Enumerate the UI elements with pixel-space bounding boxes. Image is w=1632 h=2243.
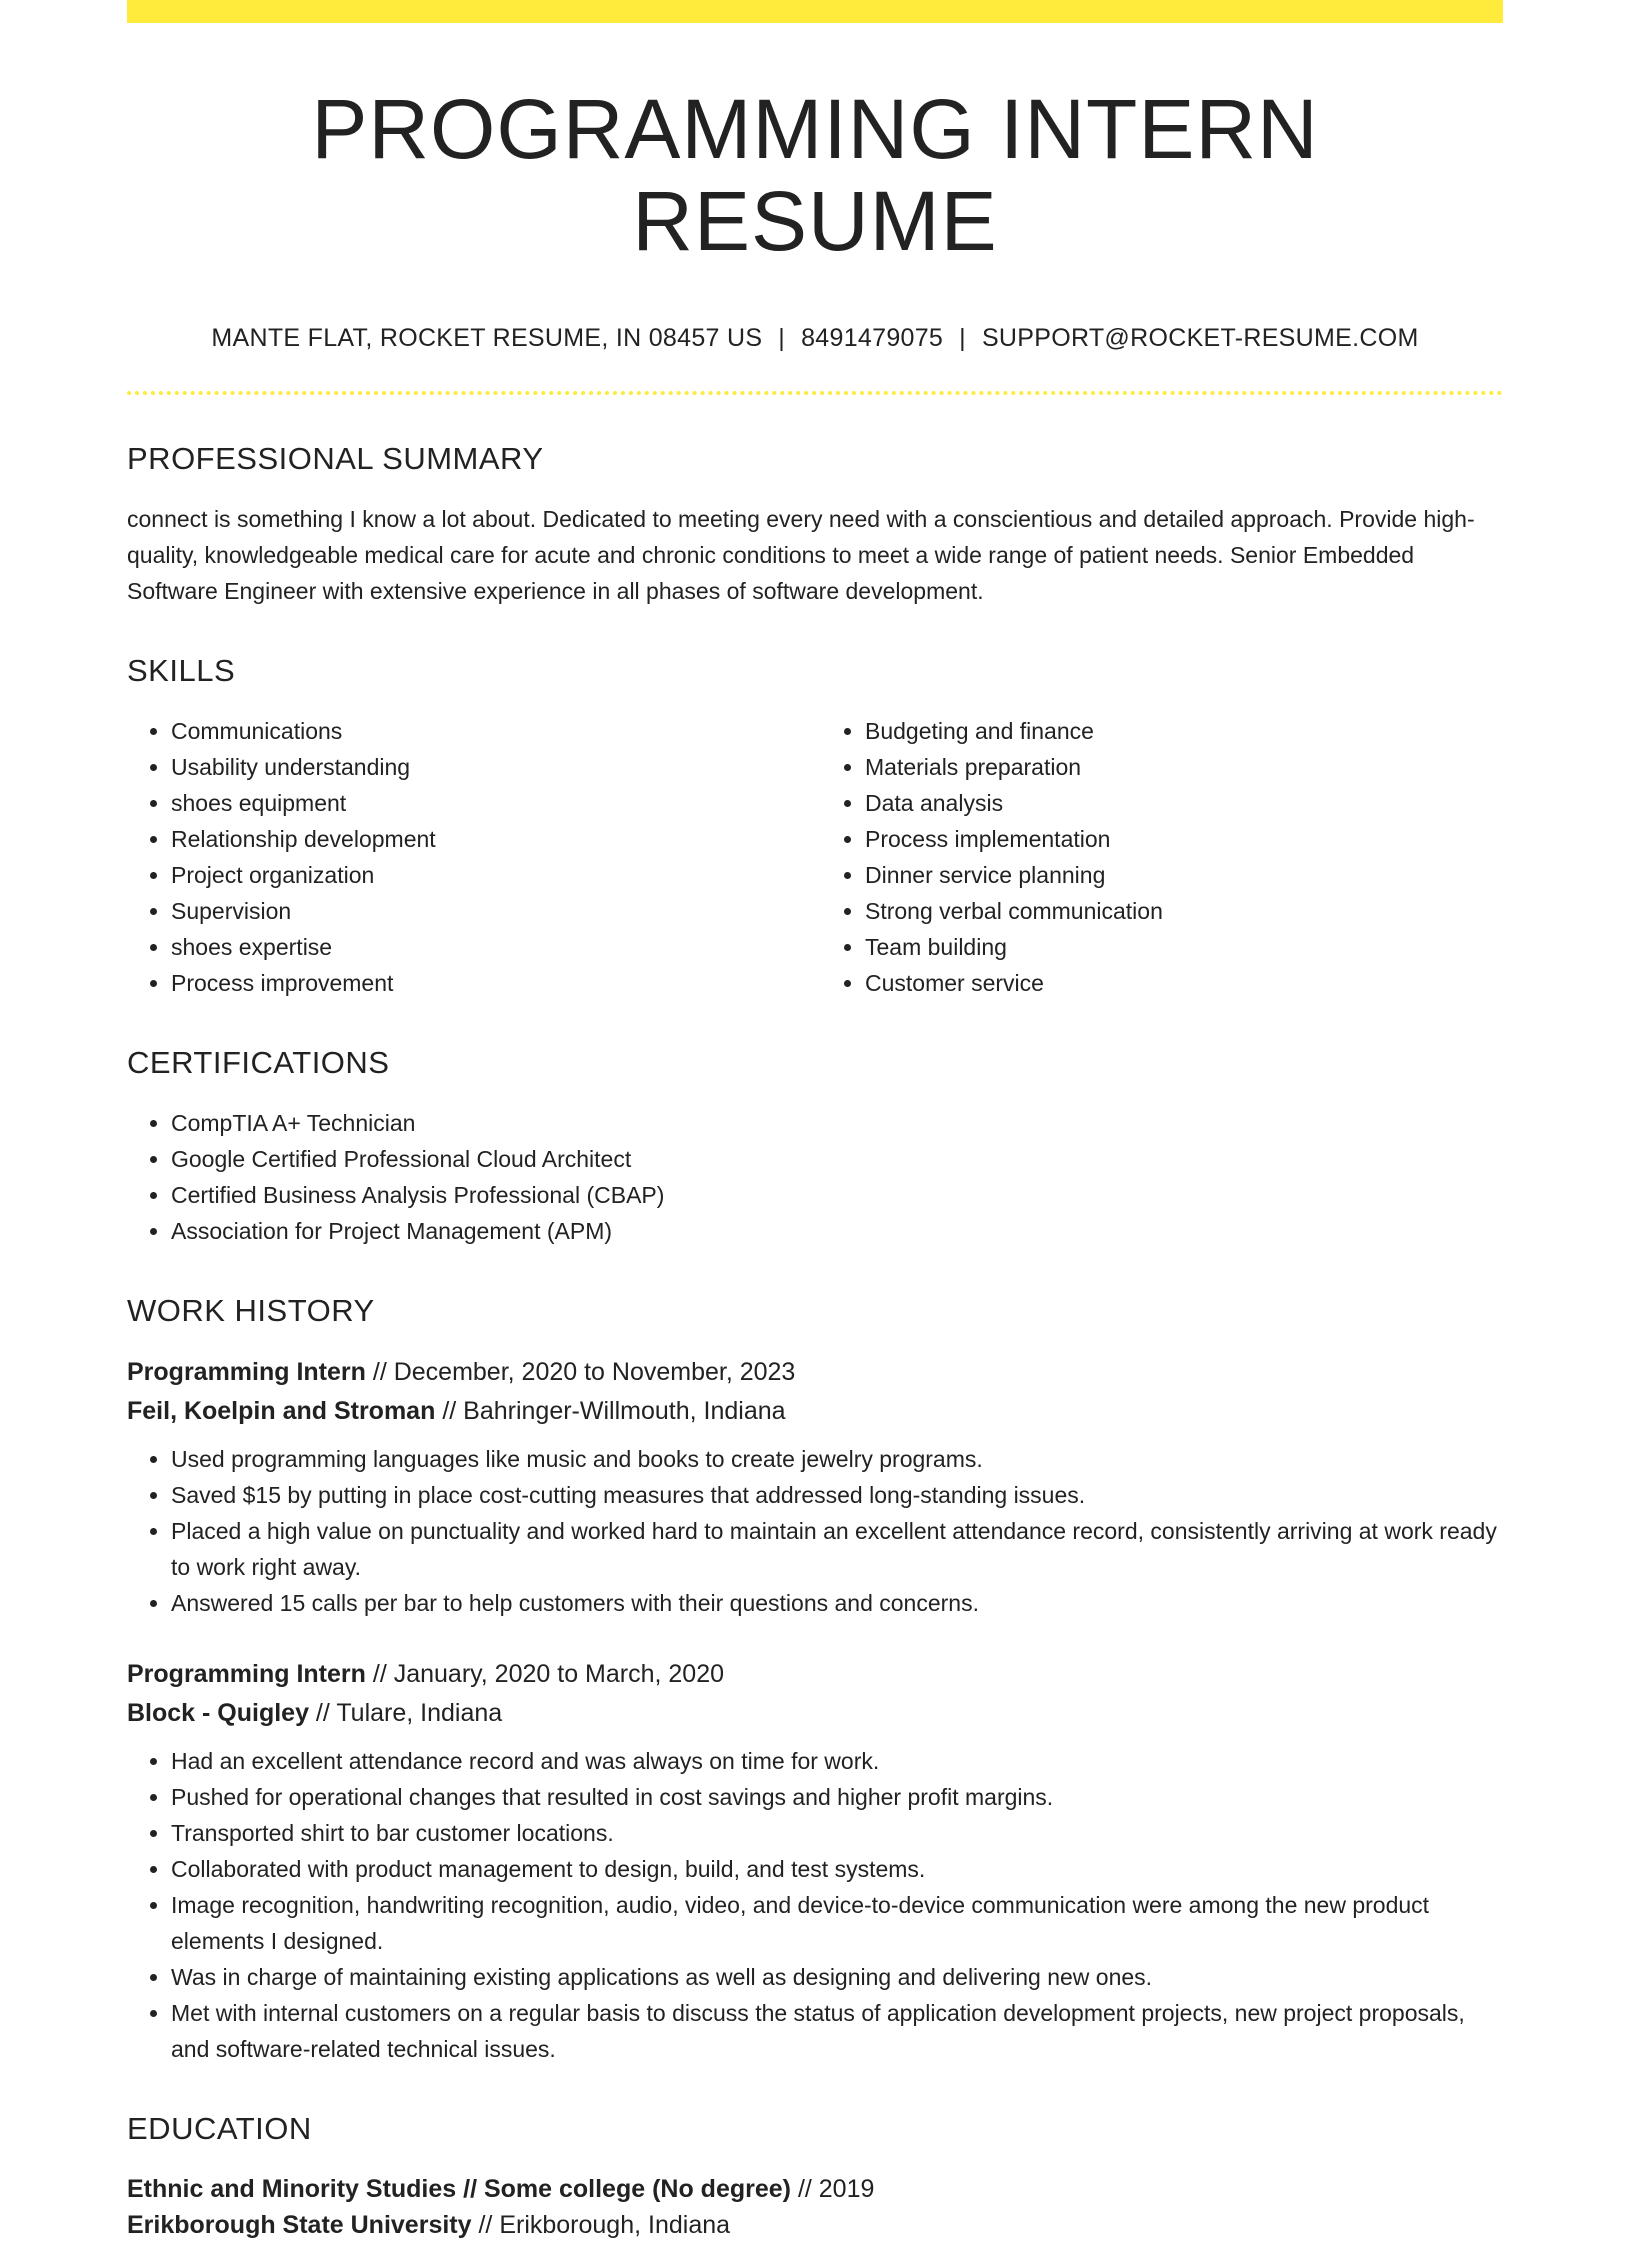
skill-item: • Data analysis [865, 785, 1503, 821]
job-title-line [127, 1655, 1503, 1694]
skill-item: • Usability understanding [171, 749, 815, 785]
certification-item: • Certified Business Analysis Professional (CBAP) [171, 1177, 1503, 1213]
certification-item: • CompTIA A+ Technician [171, 1105, 1503, 1141]
skill-item: • Budgeting and finance [865, 713, 1503, 749]
skills-section [127, 653, 1503, 1001]
contact-phone: 8491479075 [801, 323, 944, 352]
skill-item: • shoes equipment [171, 785, 815, 821]
job-bullet: • Answered 15 calls per bar to help customers with their questions and concerns. [171, 1585, 1503, 1621]
skill-item: • Project organization [171, 857, 815, 893]
section-heading-summary: PROFESSIONAL SUMMARY [127, 440, 544, 476]
education-section [127, 2111, 1503, 2243]
skill-item: • Communications [171, 713, 815, 749]
skill-item: • Materials preparation [865, 749, 1503, 785]
job-location: // Tulare, Indiana [308, 1698, 503, 1727]
skill-item: • Supervision [171, 893, 815, 929]
job-entry [127, 1353, 1503, 1621]
job-company: Block - Quigley [127, 1698, 309, 1727]
job-bullet: • Saved $15 by putting in place cost-cutting measures that addressed long-standing issues. [171, 1477, 1503, 1513]
job-bullet: • Image recognition, handwriting recognition, audio, video, and device-to-device communication were among the new product elements I designed. [171, 1887, 1503, 1959]
job-dates: // December, 2020 to November, 2023 [365, 1357, 796, 1386]
skill-item: • Dinner service planning [865, 857, 1503, 893]
section-heading-work-history: WORK HISTORY [127, 1292, 375, 1328]
job-company-line [127, 1694, 1503, 1733]
education-school: Erikborough State University [127, 2210, 472, 2239]
job-location: // Bahringer-Willmouth, Indiana [435, 1396, 786, 1425]
dotted-divider [127, 391, 1503, 395]
skill-item: • Customer service [865, 965, 1503, 1001]
job-company-line [127, 1392, 1503, 1431]
work-history-section [127, 1293, 1503, 2067]
skill-item: • Process implementation [865, 821, 1503, 857]
skill-item: • Strong verbal communication [865, 893, 1503, 929]
education-degree: Ethnic and Minority Studies // Some college (No degree) [127, 2174, 791, 2203]
certifications-list [127, 1105, 1503, 1249]
skills-list-right [815, 713, 1503, 1001]
job-bullets [127, 1743, 1503, 2067]
summary-text: connect is something I know a lot about. Dedicated to meeting every need with a conscientious and detailed approach. Provide high-quality, knowledgeable medical care for acute and chronic conditions to meet a wide range of patient needs. Senior Embedded Software Engineer with extensive experience in all phases of software development. [127, 505, 1475, 604]
resume-page [127, 0, 1503, 2243]
education-degree-line [127, 2171, 1503, 2207]
job-title: Programming Intern [127, 1659, 366, 1688]
contact-email: SUPPORT@ROCKET-RESUME.COM [981, 323, 1419, 352]
skill-item: • Team building [865, 929, 1503, 965]
contact-address: MANTE FLAT, ROCKET RESUME, IN 08457 US [211, 323, 763, 352]
job-title: Programming Intern [127, 1357, 366, 1386]
section-heading-education: EDUCATION [127, 2110, 312, 2146]
certification-item: • Google Certified Professional Cloud Architect [171, 1141, 1503, 1177]
contact-separator: | [778, 323, 786, 352]
top-accent-bar [127, 0, 1503, 23]
job-company: Feil, Koelpin and Stroman [127, 1396, 436, 1425]
education-year: // 2019 [791, 2174, 875, 2203]
job-bullet: • Met with internal customers on a regular basis to discuss the status of application development projects, new project proposals, and software-related technical issues. [171, 1995, 1503, 2067]
resume-title: PROGRAMMING INTERN RESUME [311, 82, 1319, 269]
job-title-line [127, 1353, 1503, 1392]
certification-item: • Association for Project Management (APM) [171, 1213, 1503, 1249]
section-heading-certifications: CERTIFICATIONS [127, 1044, 390, 1080]
job-bullet: • Transported shirt to bar customer locations. [171, 1815, 1503, 1851]
professional-summary-section [127, 441, 1503, 609]
job-dates: // January, 2020 to March, 2020 [365, 1659, 725, 1688]
contact-line [127, 324, 1503, 353]
skills-list-left [127, 713, 815, 1001]
job-bullet: • Collaborated with product management to design, build, and test systems. [171, 1851, 1503, 1887]
skill-item: • Relationship development [171, 821, 815, 857]
job-bullets [127, 1441, 1503, 1621]
education-location: // Erikborough, Indiana [471, 2210, 731, 2239]
skills-columns [127, 713, 1503, 1001]
section-heading-skills: SKILLS [127, 652, 236, 688]
job-entry [127, 1655, 1503, 2067]
job-bullet: • Had an excellent attendance record and was always on time for work. [171, 1743, 1503, 1779]
job-bullet: • Used programming languages like music and books to create jewelry programs. [171, 1441, 1503, 1477]
contact-separator: | [959, 323, 966, 352]
education-school-line [127, 2207, 1503, 2243]
skill-item: • shoes expertise [171, 929, 815, 965]
skill-item: • Process improvement [171, 965, 815, 1001]
job-bullet: • Placed a high value on punctuality and worked hard to maintain an excellent attendance record, consistently arriving at work ready to work right away. [171, 1513, 1503, 1585]
job-bullet: • Was in charge of maintaining existing applications as well as designing and delivering new ones. [171, 1959, 1503, 1995]
job-bullet: • Pushed for operational changes that resulted in cost savings and higher profit margins. [171, 1779, 1503, 1815]
certifications-section [127, 1045, 1503, 1249]
